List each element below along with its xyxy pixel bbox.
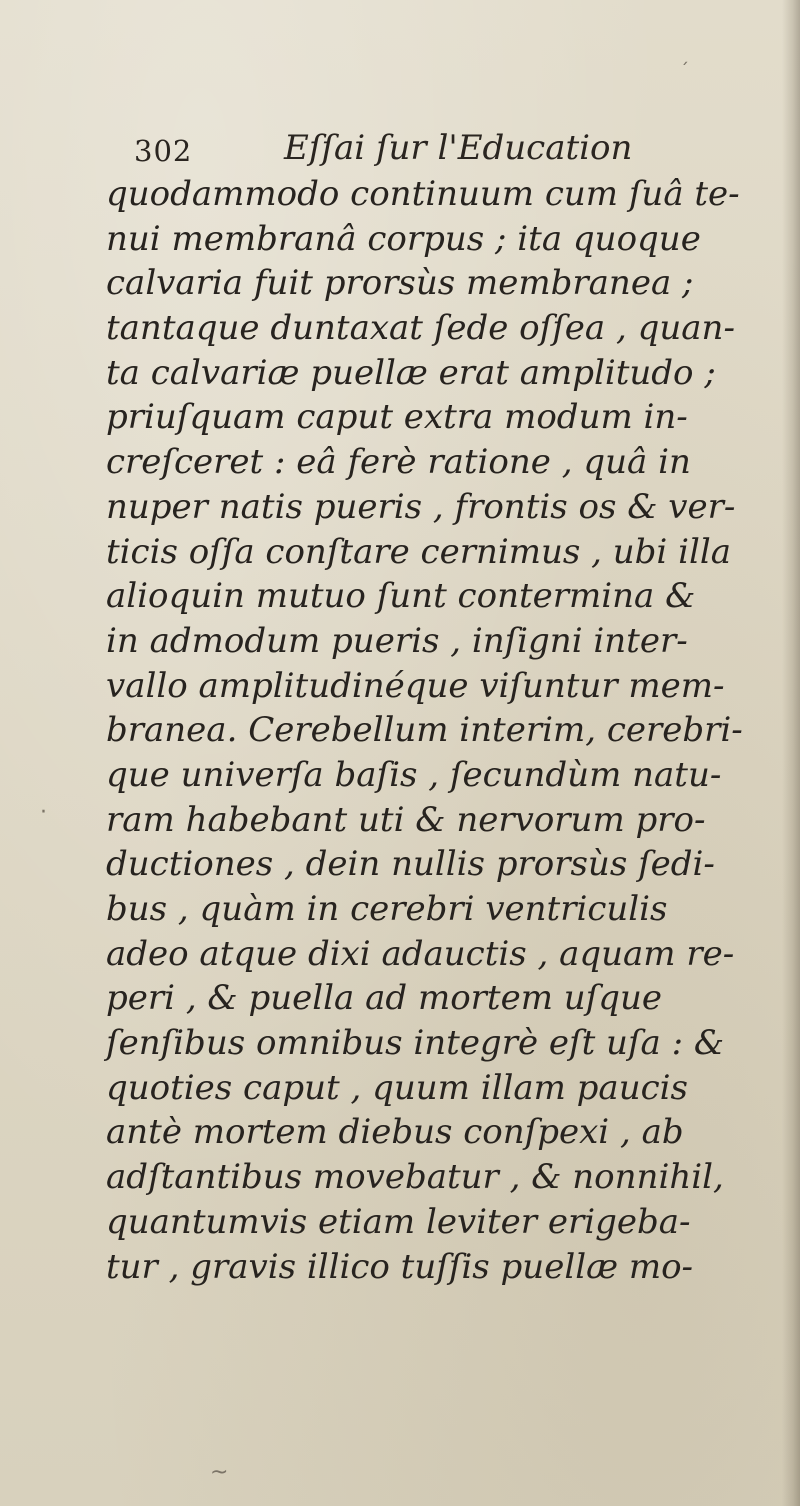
text-line: ductiones , dein nullis prorsùs ſedi- — [106, 844, 715, 885]
text-line: antè mortem diebus conſpexi , ab — [106, 1112, 684, 1153]
text-line: alioquin mutuo ſunt contermina & — [106, 576, 696, 617]
text-line: nui membranâ corpus ; ita quoque — [106, 218, 701, 259]
text-line: ram habebant uti & nervorum pro- — [106, 799, 706, 840]
text-line: tantaque duntaxat ſede oſſea , quan- — [106, 308, 735, 349]
text-line: peri , & puella ad mortem uſque — [106, 978, 663, 1019]
text-line: que univerſa baſis , ſecundùm natu- — [106, 754, 722, 795]
page-number: 302 — [134, 134, 193, 168]
text-line: nuper natis pueris , frontis os & ver- — [106, 486, 736, 527]
text-line: quoties caput , quum illam paucis — [106, 1067, 688, 1108]
text-line: branea. Cerebellum interim, cerebri- — [106, 710, 743, 751]
text-line: ticis oſſa conſtare cernimus , ubi illa — [106, 531, 731, 572]
text-line: calvaria fuit prorsùs membranea ; — [106, 263, 694, 304]
text-line: quodammodo continuum cum ſuâ te- — [106, 174, 740, 214]
text-line: vallo amplitudinéque viſuntur mem- — [106, 665, 725, 706]
page-edge-shadow — [782, 0, 800, 1506]
body-text — [106, 172, 766, 1289]
paper-mark: ~ — [210, 1460, 229, 1485]
page-header — [134, 124, 674, 174]
paper-mark: ˊ — [680, 60, 689, 81]
text-line: bus , quàm in cerebri ventriculis — [106, 889, 668, 929]
text-line: ſenſibus omnibus integrè eſt uſa : & — [106, 1023, 725, 1064]
paper-mark: · — [40, 800, 47, 825]
text-line: in admodum pueris , inſigni inter- — [106, 620, 688, 661]
text-line: creſceret : eâ ferè ratione , quâ in — [106, 442, 691, 483]
text-line: adeo atque dixi adauctis , aquam re- — [106, 933, 735, 974]
running-title: Eſſai ſur l'Education — [284, 128, 633, 168]
text-line: priuſquam caput extra modum in- — [106, 397, 688, 438]
text-line: quantumvis etiam leviter erigeba- — [106, 1201, 691, 1242]
text-line: adſtantibus movebatur , & nonnihil, — [106, 1157, 724, 1198]
text-line: tur , gravis illico tuſſis puellæ mo- — [106, 1246, 694, 1287]
text-line: ta calvariæ puellæ erat amplitudo ; — [106, 352, 716, 393]
